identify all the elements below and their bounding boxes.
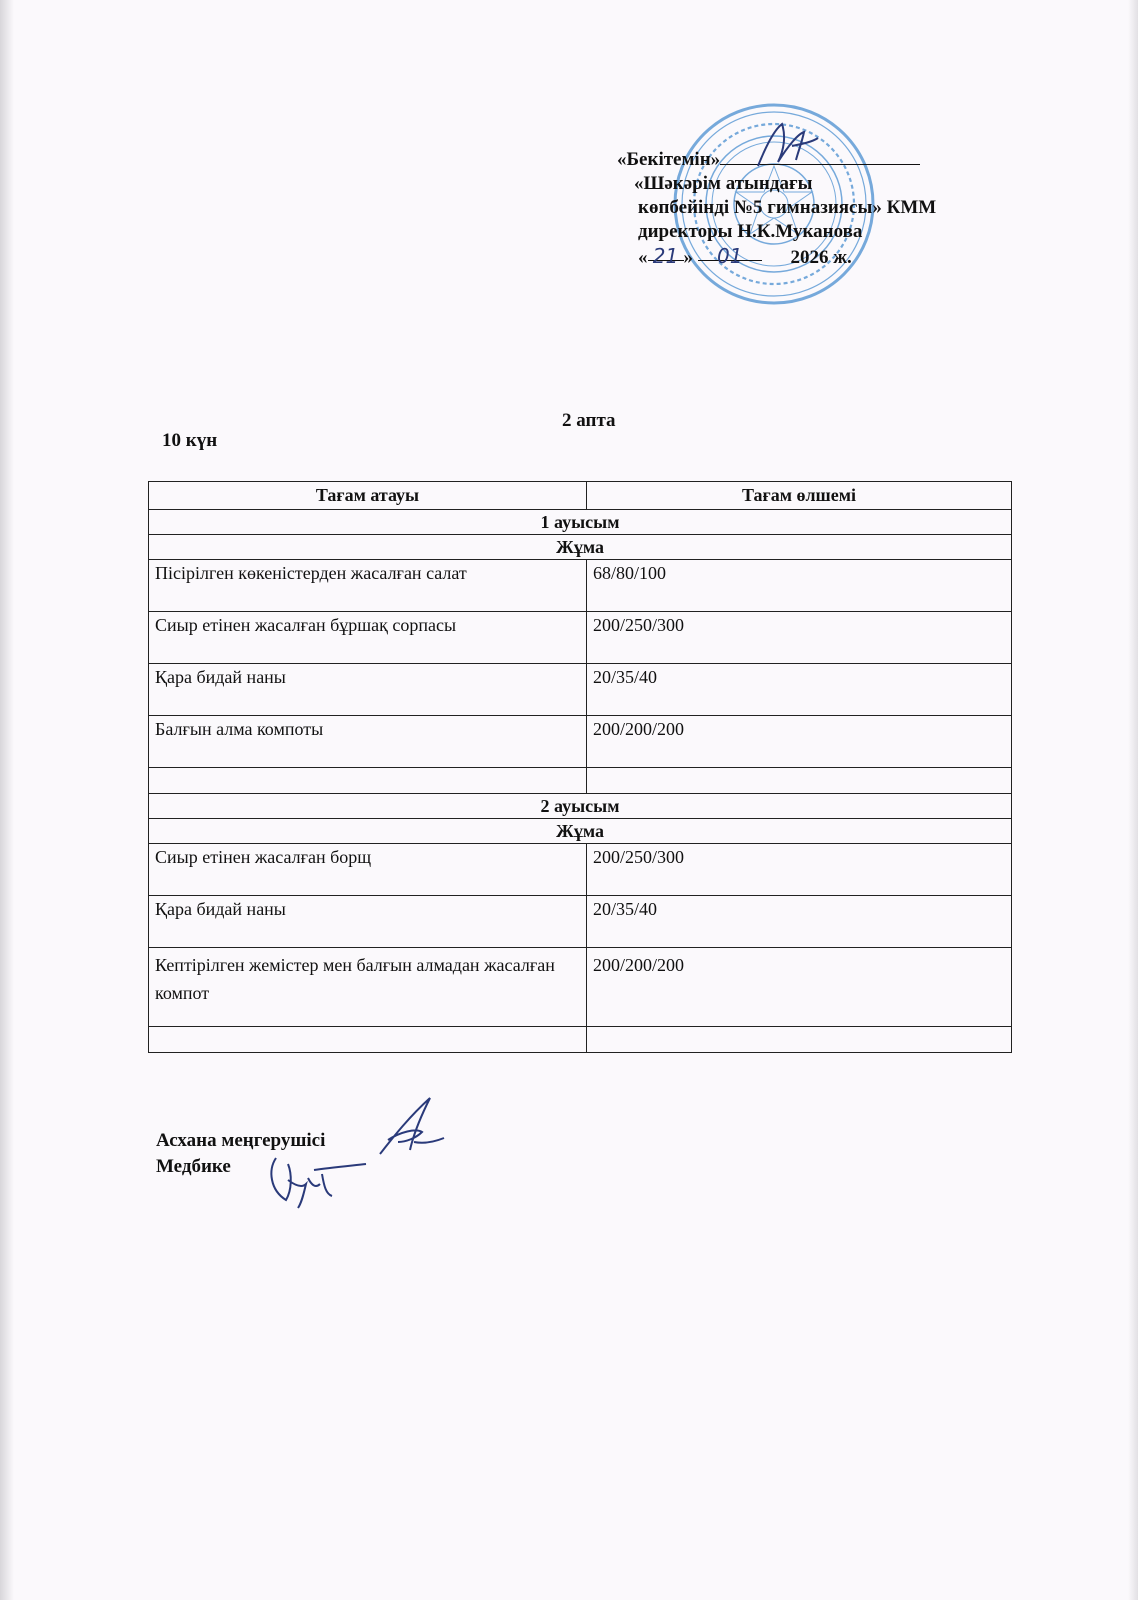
approval-block: [617, 148, 936, 270]
shift-2-weekday: Жұма: [149, 819, 1012, 844]
org-line-2: көпбейінді №5 гимназиясы» КММ: [638, 197, 937, 218]
empty-row: [149, 1027, 1012, 1053]
dish-portion: 200/250/300: [587, 844, 1012, 896]
dish-portion: 20/35/40: [587, 896, 1012, 948]
dish-name: Пісірілген көкеністерден жасалған салат: [149, 560, 587, 612]
scan-edge-left: [0, 0, 14, 1600]
dish-name: Қара бидай наны: [149, 896, 587, 948]
dish-portion: 68/80/100: [587, 560, 1012, 612]
dish-portion: 200/200/200: [587, 948, 1012, 1027]
table-row: [149, 612, 1012, 664]
header-dish-name: Тағам атауы: [149, 482, 587, 510]
menu-table: [148, 481, 1012, 1053]
weekday-row: [149, 535, 1012, 560]
shift-row: [149, 510, 1012, 535]
empty-cell: [587, 768, 1012, 794]
date-month-value: 01: [717, 244, 743, 268]
shift-1-weekday: Жұма: [149, 535, 1012, 560]
shift-2-title: 2 ауысым: [149, 794, 1012, 819]
empty-cell: [149, 768, 587, 794]
scan-edge-right: [1128, 0, 1138, 1600]
date-day-value: 21: [652, 244, 679, 268]
nurse-label: Медбике: [156, 1156, 231, 1177]
dish-name: Сиыр етінен жасалған борщ: [149, 844, 587, 896]
day-title: 10 күн: [162, 430, 218, 451]
dish-portion: 200/250/300: [587, 612, 1012, 664]
approve-label: «Бекітемін»: [617, 149, 721, 170]
week-title: 2 апта: [562, 410, 616, 431]
dish-portion: 20/35/40: [587, 664, 1012, 716]
org-line-1: «Шәкәрім атындағы: [634, 173, 813, 194]
table-row: [149, 948, 1012, 1027]
table-row: [149, 716, 1012, 768]
shift-1-title: 1 ауысым: [149, 510, 1012, 535]
dish-name: Қара бидай наны: [149, 664, 587, 716]
header-portion: Тағам өлшемі: [587, 482, 1012, 510]
dish-name: Кептірілген жемістер мен балғын алмадан жасалған компот: [149, 948, 587, 1027]
dish-portion: 200/200/200: [587, 716, 1012, 768]
dish-name: Балғын алма компоты: [149, 716, 587, 768]
dish-name: Сиыр етінен жасалған бұршақ сорпасы: [149, 612, 587, 664]
canteen-head-label: Асхана меңгерушісі: [156, 1130, 326, 1151]
date-quote-open: «: [638, 247, 648, 268]
director-line: директоры Н.К.Муканова: [638, 221, 863, 242]
approval-date: [617, 244, 936, 270]
table-row: [149, 844, 1012, 896]
weekday-row: [149, 819, 1012, 844]
footer-signatures: [156, 1128, 325, 1180]
empty-row: [149, 768, 1012, 794]
approval-line: [617, 148, 936, 172]
shift-row: [149, 794, 1012, 819]
table-header-row: [149, 482, 1012, 510]
canteen-head-signature: [370, 1092, 450, 1164]
date-year: 2026 ж.: [790, 247, 852, 268]
date-day: [648, 244, 684, 268]
date-quote-close: »: [683, 247, 693, 268]
table-row: [149, 664, 1012, 716]
date-month: [698, 244, 762, 268]
signature-line: [720, 148, 920, 165]
empty-cell: [149, 1027, 587, 1053]
table-row: [149, 896, 1012, 948]
empty-cell: [587, 1027, 1012, 1053]
table-row: [149, 560, 1012, 612]
